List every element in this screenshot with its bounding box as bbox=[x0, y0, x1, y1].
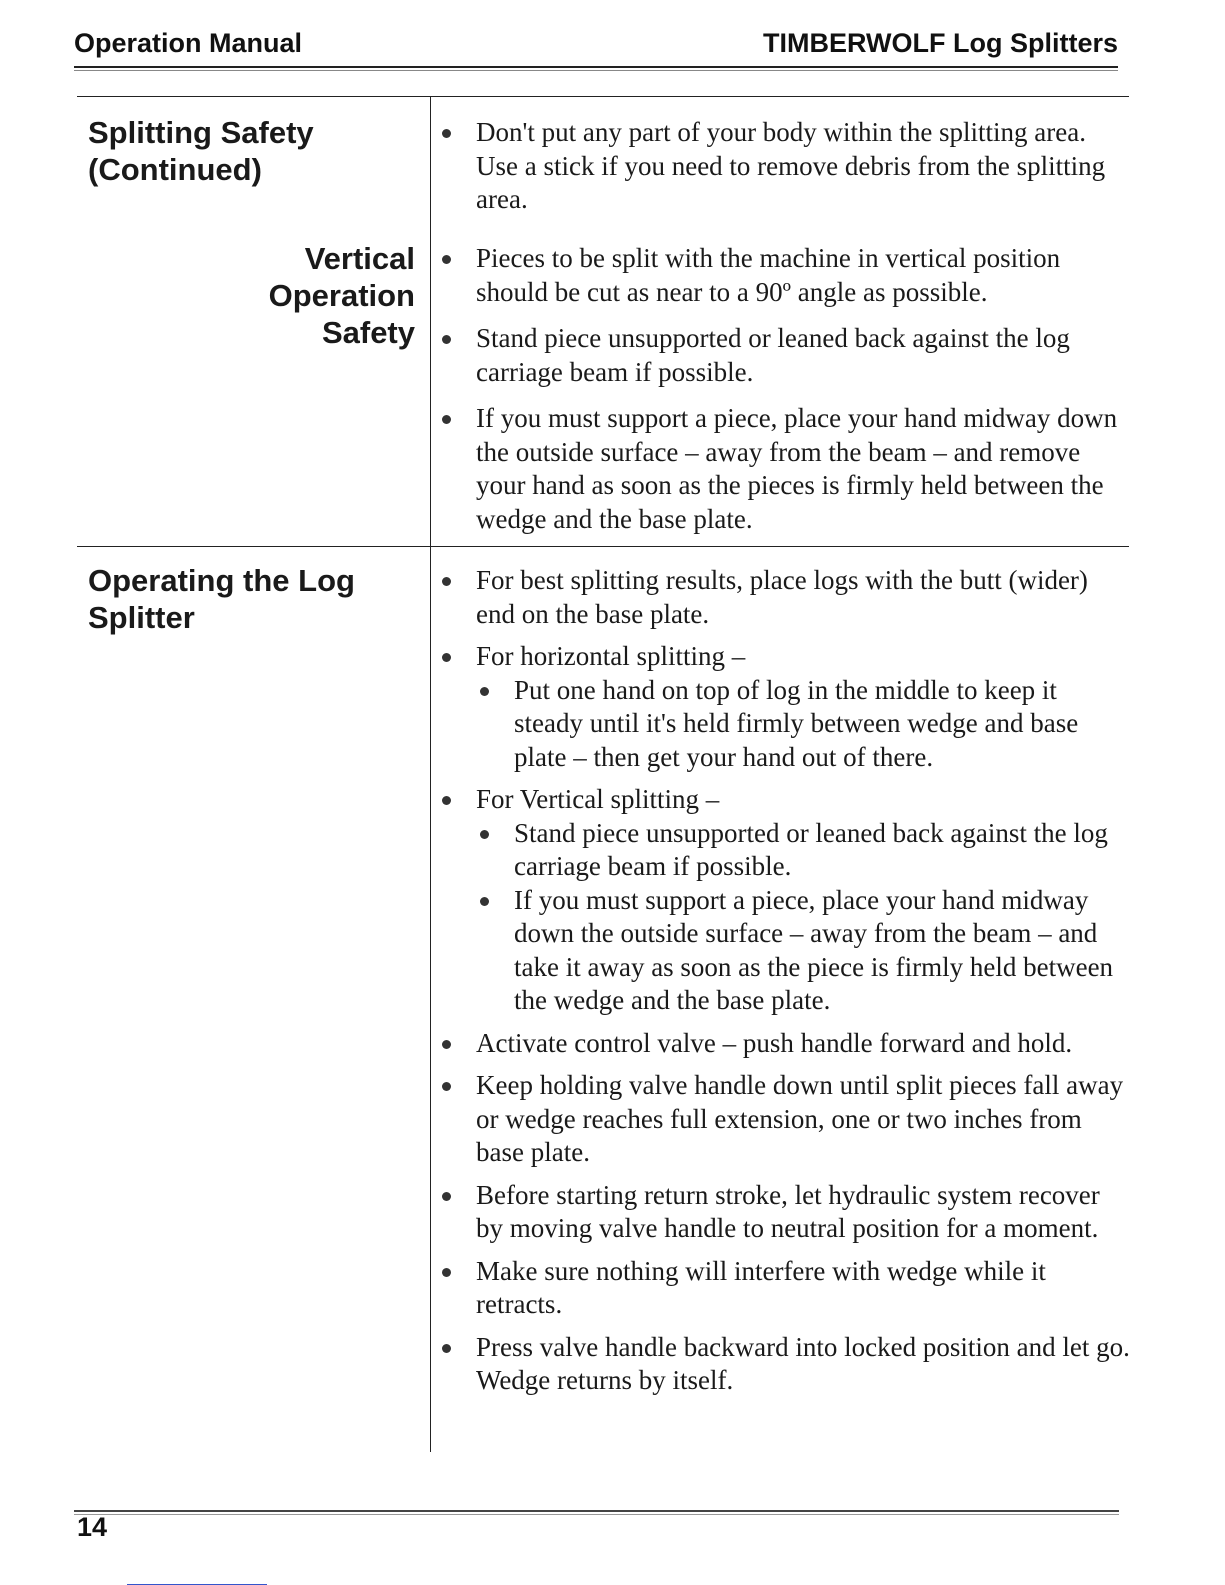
header-rule-thin bbox=[74, 70, 1118, 71]
list-item bbox=[440, 1255, 1130, 1322]
bullet-icon bbox=[442, 129, 451, 138]
list-item-text: For horizontal splitting – bbox=[476, 641, 746, 671]
operating-list bbox=[440, 564, 1130, 1398]
header-rule bbox=[74, 66, 1118, 68]
section-title-operating bbox=[88, 562, 355, 636]
sub-list-item bbox=[476, 674, 1130, 775]
list-item-text: If you must support a piece, place your hand midway down the outside surface – away from the beam – and remove your hand as soon as the pieces is firmly held between the wedge and the base plate. bbox=[476, 403, 1118, 534]
bullet-icon bbox=[442, 796, 451, 805]
section-title-line: Splitter bbox=[88, 600, 195, 635]
splitting-safety-list bbox=[440, 116, 1130, 217]
section-title-line: Safety bbox=[321, 315, 415, 350]
bullet-icon bbox=[442, 577, 451, 586]
section-title-line: Operating the Log bbox=[88, 563, 355, 598]
list-item-text: Make sure nothing will interfere with wedge while it retracts. bbox=[476, 1255, 1046, 1319]
list-item bbox=[440, 402, 1130, 536]
list-item-text: Stand piece unsupported or leaned back against the log carriage beam if possible. bbox=[476, 323, 1070, 387]
bullet-icon bbox=[442, 1040, 451, 1049]
sub-list-item-text: Stand piece unsupported or leaned back against the log carriage beam if possible. bbox=[514, 817, 1108, 881]
section-title-line: Operation bbox=[268, 278, 415, 313]
section-title-line: Splitting Safety bbox=[88, 115, 314, 150]
list-item bbox=[440, 1179, 1130, 1246]
list-item bbox=[440, 783, 1130, 1018]
list-item bbox=[440, 1331, 1130, 1398]
list-item-text: Press valve handle backward into locked position and let go. Wedge returns by itself. bbox=[476, 1331, 1130, 1395]
header-manual-title: Operation Manual bbox=[74, 28, 303, 58]
section-title-line: Vertical bbox=[304, 241, 415, 276]
section-title-vertical-operation-safety bbox=[200, 240, 415, 351]
list-item-text: For best splitting results, place logs with the butt (wider) end on the base plate. bbox=[476, 565, 1088, 629]
page-number: 14 bbox=[77, 1512, 108, 1542]
sub-list-item-text: Put one hand on top of log in the middle to keep it steady until it's held firmly between wedge and base plate – then get your hand out of there. bbox=[514, 674, 1079, 772]
list-item bbox=[440, 640, 1130, 774]
section-title-splitting-safety bbox=[88, 114, 314, 188]
bullet-icon bbox=[442, 1192, 451, 1201]
list-item-text: Before starting return stroke, let hydraulic system recover by moving valve handle to neutral position for a moment. bbox=[476, 1179, 1100, 1243]
bullet-icon bbox=[442, 1268, 451, 1277]
list-item bbox=[440, 1069, 1130, 1170]
list-item-text: Pieces to be split with the machine in vertical position should be cut as near to a 90º angle as possible. bbox=[476, 243, 1061, 307]
bullet-icon bbox=[442, 415, 451, 424]
list-item-text: Don't put any part of your body within the splitting area. Use a stick if you need to remove debris from the splitting area. bbox=[476, 117, 1106, 214]
list-item bbox=[440, 242, 1130, 309]
section-divider-middle bbox=[77, 546, 1129, 547]
list-item bbox=[440, 116, 1130, 217]
page-header bbox=[74, 28, 1118, 66]
bullet-icon bbox=[442, 1082, 451, 1091]
footer-rule-thin bbox=[74, 1514, 1119, 1515]
column-divider bbox=[430, 97, 431, 1452]
sub-list-item-text: If you must support a piece, place your hand midway down the outside surface – away from the beam – and take it away as soon as the piece is firmly held between the wedge and the base plate. bbox=[514, 884, 1114, 1015]
sub-bullet-icon bbox=[480, 687, 489, 696]
bullet-icon bbox=[442, 335, 451, 344]
sub-bullet-icon bbox=[480, 897, 489, 906]
section-divider-top bbox=[77, 96, 1129, 97]
footer-rule bbox=[74, 1510, 1119, 1512]
section-title-line: (Continued) bbox=[88, 152, 262, 187]
vertical-operation-list bbox=[440, 242, 1130, 536]
sub-list-item bbox=[476, 884, 1130, 1018]
list-item-text: Activate control valve – push handle forward and hold. bbox=[476, 1027, 1073, 1058]
list-item-text: For Vertical splitting – bbox=[476, 784, 720, 814]
bullet-icon bbox=[442, 1344, 451, 1353]
list-item bbox=[440, 1027, 1130, 1061]
header-product-title: TIMBERWOLF Log Splitters bbox=[763, 28, 1118, 58]
sub-list-item bbox=[476, 817, 1130, 884]
sub-bullet-icon bbox=[480, 830, 489, 839]
bullet-icon bbox=[442, 255, 451, 264]
bullet-icon bbox=[442, 653, 451, 662]
list-item bbox=[440, 564, 1130, 631]
list-item-text: Keep holding valve handle down until split pieces fall away or wedge reaches full extension, one or two inches from base plate. bbox=[476, 1070, 1124, 1167]
list-item bbox=[440, 322, 1130, 389]
